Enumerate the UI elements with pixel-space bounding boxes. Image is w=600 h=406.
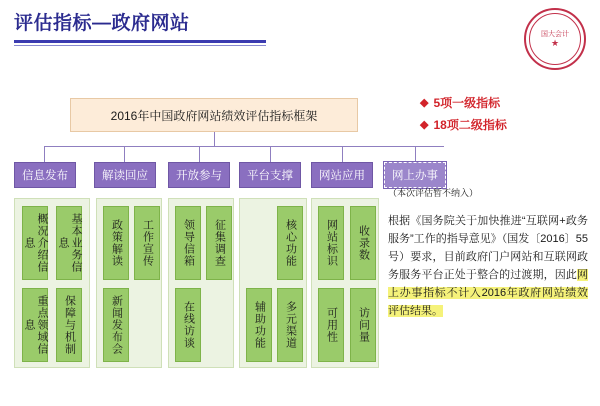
page-title-text: 评估指标—政府网站	[14, 13, 190, 34]
framework-box: 2016年中国政府网站绩效评估指标框架	[70, 98, 358, 132]
level1-label: 信息发布	[22, 170, 68, 182]
level1-label: 开放参与	[176, 170, 222, 182]
title-underline-thin	[14, 45, 266, 46]
indicator-note-level1	[420, 92, 584, 114]
connector-drop-4	[270, 146, 271, 162]
level2-box-duoyuanqudao[interactable]: 多元渠道	[277, 288, 303, 362]
explanation-highlight: 网上办事指标不计入2016年政府网站绩效评估结果。	[388, 269, 588, 317]
diamond-icon: ◆	[420, 119, 429, 131]
level2-box-zaixianfangtan[interactable]: 在线访谈	[175, 288, 201, 362]
level1-label: 平台支撑	[247, 170, 293, 182]
level1-box-wangshangbanshi[interactable]	[384, 162, 446, 188]
connector-drop-5	[342, 146, 343, 162]
star-icon: ★	[550, 38, 560, 48]
connector-drop-3	[199, 146, 200, 162]
page-title	[14, 12, 264, 36]
level1-box-kaifang[interactable]	[168, 162, 230, 188]
connector-bus-horizontal	[44, 146, 444, 147]
level2-box-jibenyewu[interactable]: 基本业务信息	[56, 206, 82, 280]
level1-label: 网站应用	[319, 170, 365, 182]
indicator-note-level2	[420, 114, 584, 136]
level2-box-baozhangjizhi[interactable]: 保障与机制	[56, 288, 82, 362]
diamond-icon: ◆	[420, 97, 429, 109]
footnote-text: （本次评估暂不纳入）	[388, 188, 479, 198]
title-underline-thick	[14, 40, 266, 43]
connector-drop-6	[415, 146, 416, 162]
explanation-paragraph	[388, 212, 588, 320]
level2-box-shoulushu[interactable]: 收录数	[350, 206, 376, 280]
level1-box-pingtai[interactable]	[239, 162, 301, 188]
connector-trunk-vertical	[214, 132, 215, 146]
connector-drop-1	[44, 146, 45, 162]
level2-box-zhongdianlingyu[interactable]: 重点领域信息	[22, 288, 48, 362]
level2-box-wangzhanbiaoshi[interactable]: 网站标识	[318, 206, 344, 280]
level1-box-wangzhan[interactable]	[311, 162, 373, 188]
level2-box-zhengjidiaocha[interactable]: 征集调查	[206, 206, 232, 280]
level2-box-zhengcejiedu[interactable]: 政策解读	[103, 206, 129, 280]
level2-box-gongzuoxuanchuan[interactable]: 工作宣传	[134, 206, 160, 280]
level2-box-hexingongneng[interactable]: 核心功能	[277, 206, 303, 280]
explanation-text: 根据《国务院关于加快推进“互联网+政务服务”工作的指导意见》（国发〔2016〕55号）要求，目前政府门户网站和互联网政务服务平台正处于整合的过渡期，因此	[388, 215, 588, 281]
level2-box-fuzhugongneng[interactable]: 辅助功能	[246, 288, 272, 362]
indicator-note-level2-label: 18项二级指标	[433, 118, 507, 132]
seal-icon	[524, 8, 586, 70]
connector-drop-2	[124, 146, 125, 162]
level2-box-xinwenfabuhui[interactable]: 新闻发布会	[103, 288, 129, 362]
level2-box-keyongxing[interactable]: 可用性	[318, 288, 344, 362]
level1-label: 网上办事	[392, 170, 438, 182]
seal-inner-ring	[529, 13, 581, 65]
level2-box-lingdaoxinxiang[interactable]: 领导信箱	[175, 206, 201, 280]
level1-box-xinxifabu[interactable]	[14, 162, 76, 188]
indicator-note-level1-label: 5项一级指标	[433, 96, 501, 110]
indicator-count-notes	[420, 92, 584, 144]
level2-box-gaikuangjieshao[interactable]: 概况介绍信息	[22, 206, 48, 280]
level2-box-fangwenliang[interactable]: 访问量	[350, 288, 376, 362]
level1-box-jiedu[interactable]	[94, 162, 156, 188]
seal-top-text: 国大会计	[541, 31, 569, 38]
level1-label: 解读回应	[102, 170, 148, 182]
